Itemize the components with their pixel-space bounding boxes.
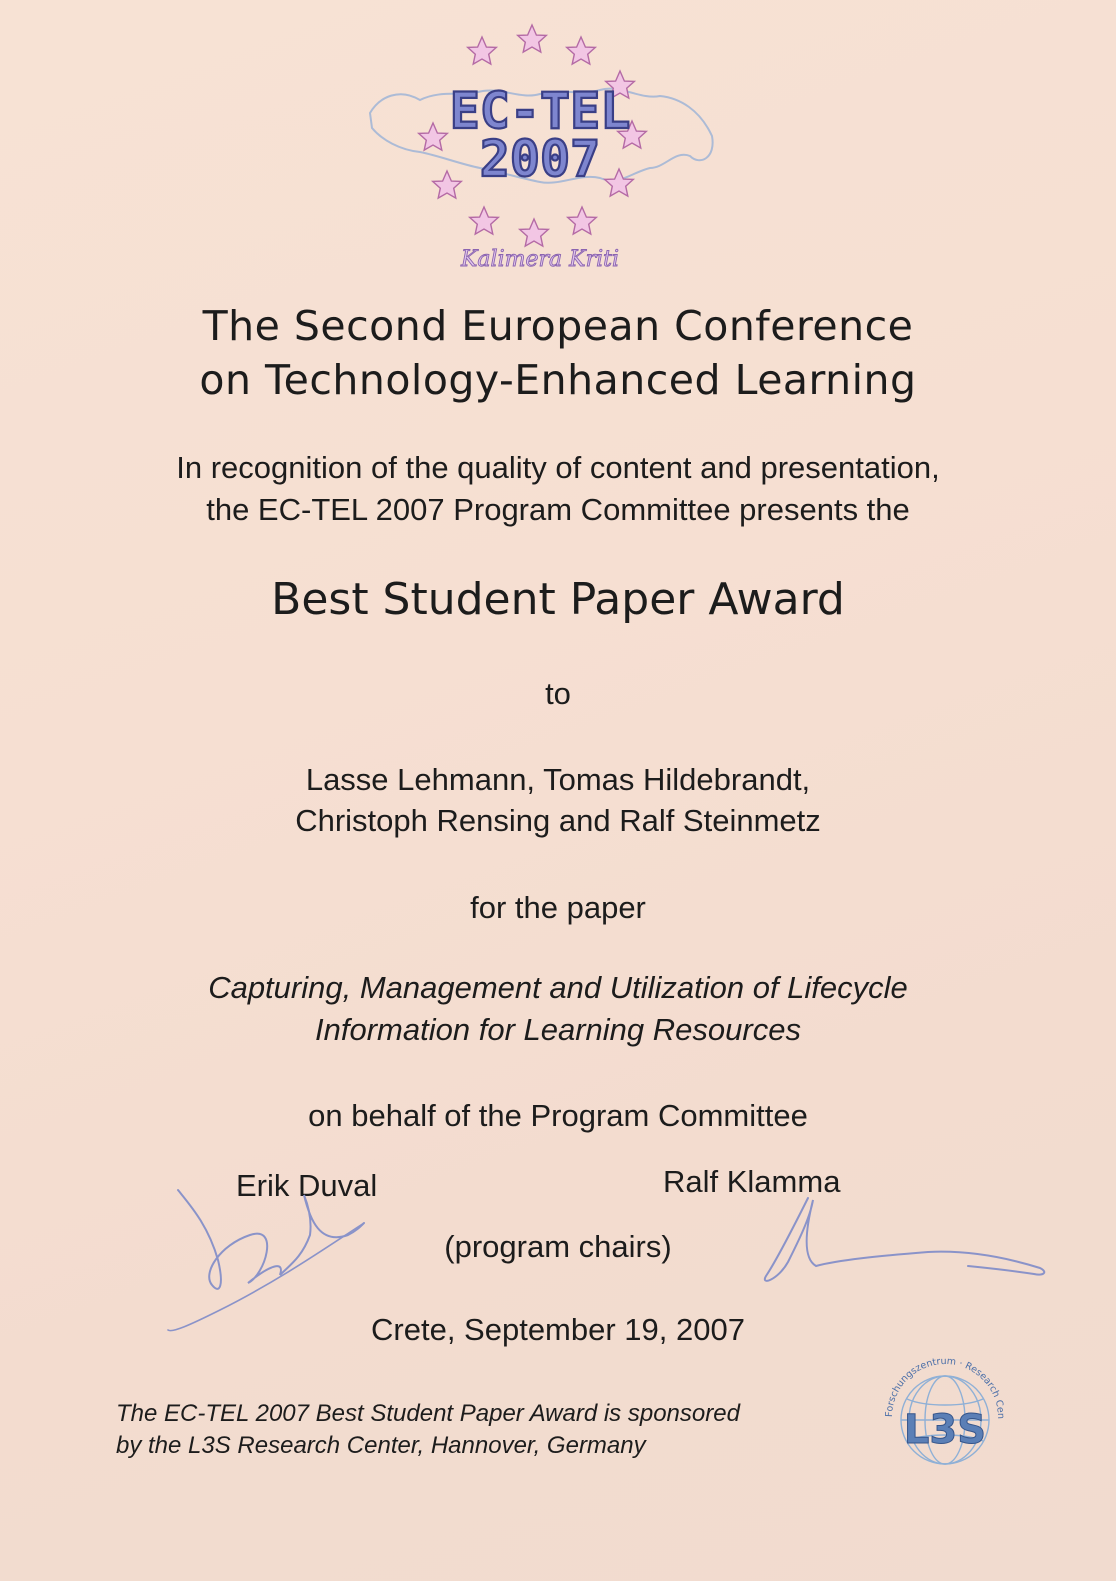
committee-behalf: on behalf of the Program Committee <box>308 1098 808 1133</box>
recipients-line2: Christoph Rensing and Ralf Steinmetz <box>295 803 821 838</box>
paper-intro: for the paper <box>470 890 646 925</box>
sponsor-line2: by the L3S Research Center, Hannover, Germany <box>116 1432 646 1459</box>
paper-title-line2: Information for Learning Resources <box>315 1012 801 1047</box>
chairs-role: (program chairs) <box>444 1229 672 1264</box>
logo-line2: 2007 <box>479 130 601 188</box>
logo-line1: EC-TEL <box>449 82 631 140</box>
seal-text: L3S <box>903 1407 987 1453</box>
place-date: Crete, September 19, 2007 <box>371 1312 745 1347</box>
recognition-line2: the EC-TEL 2007 Program Committee presents the <box>206 492 910 527</box>
recipients-line1: Lasse Lehmann, Tomas Hildebrandt, <box>305 762 811 797</box>
chair-2-name: Ralf Klamma <box>663 1164 841 1199</box>
recognition-line1: In recognition of the quality of content and presentation, <box>176 450 940 485</box>
award-to: to <box>545 676 571 711</box>
seal-ring-text: Forschungszentrum · Research Center <box>877 1347 1007 1420</box>
conference-title-line2: on Technology-Enhanced Learning <box>199 356 917 404</box>
conference-title-line1: The Second European Conference <box>202 302 914 350</box>
signature-klamma <box>758 1188 1058 1288</box>
l3s-seal <box>877 1347 1010 1475</box>
logo-tagline: Kalimera Kriti <box>461 247 619 272</box>
paper-title-line1: Capturing, Management and Utilization of Lifecycle <box>208 970 908 1005</box>
award-title: Best Student Paper Award <box>271 574 845 625</box>
chair-1-name: Erik Duval <box>236 1168 378 1203</box>
ec-tel-logo <box>360 18 740 280</box>
sponsor-line1: The EC-TEL 2007 Best Student Paper Award is sponsored <box>116 1400 740 1427</box>
